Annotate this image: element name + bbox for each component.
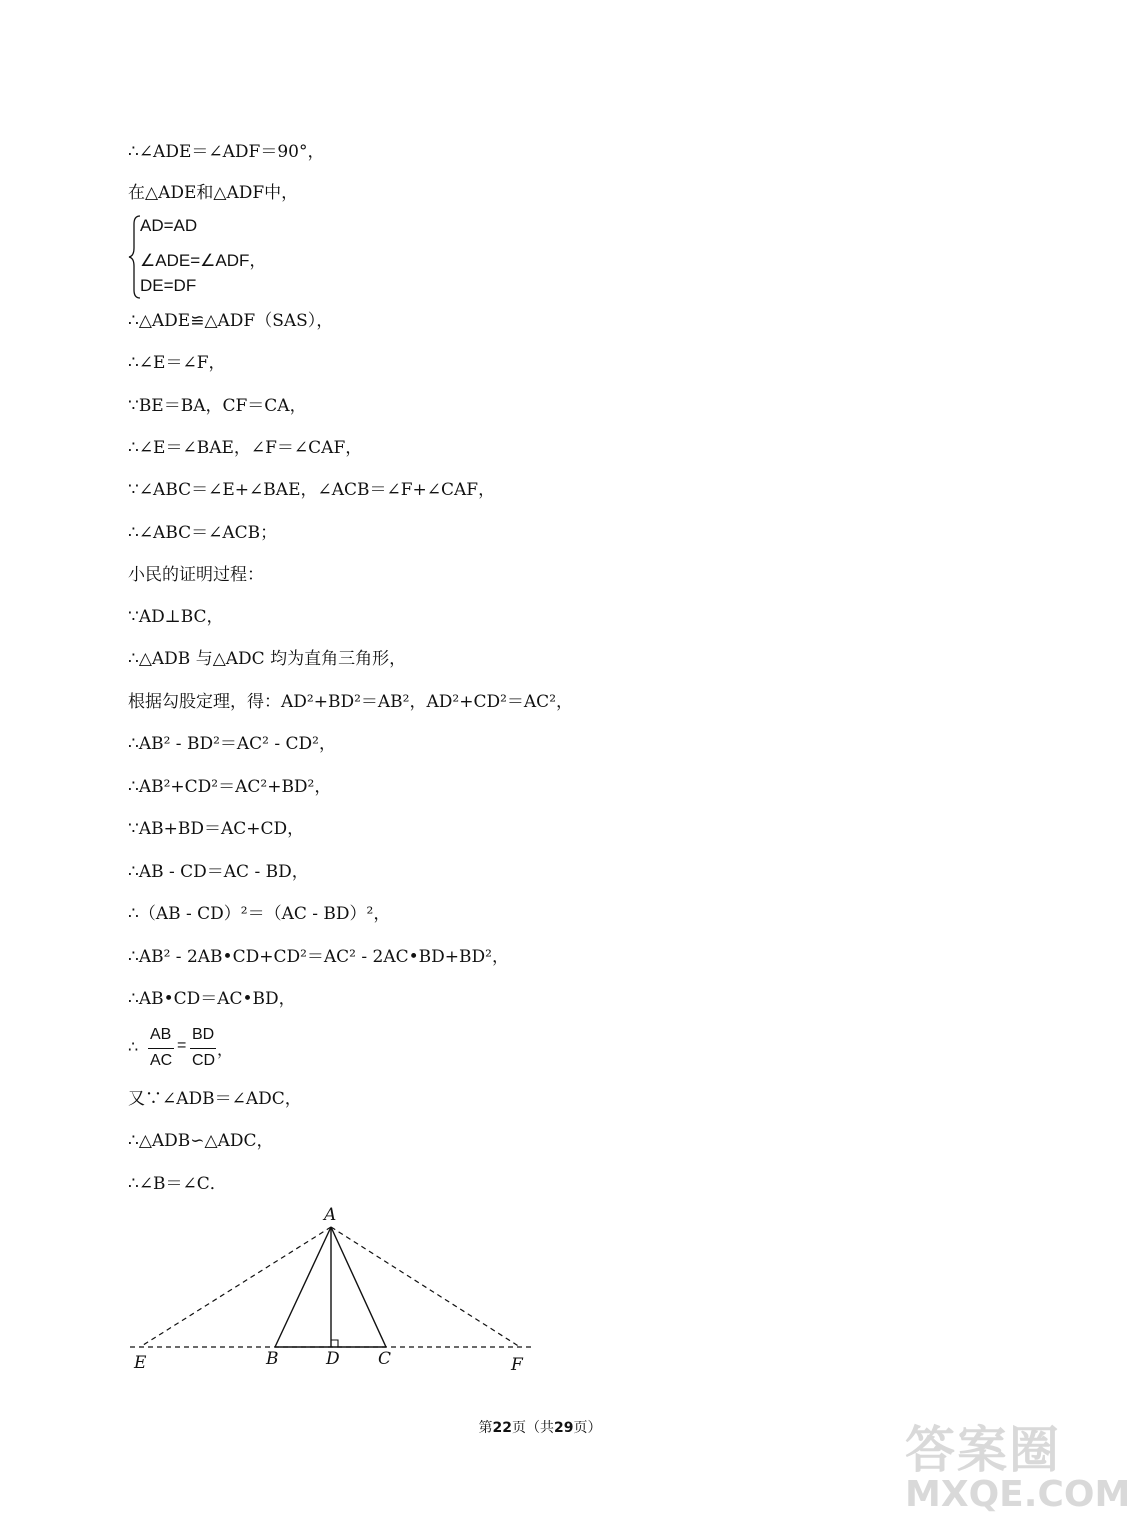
- label-f: F: [511, 1355, 523, 1375]
- line-be-ba: [128, 395, 307, 417]
- footer-mid: 页（共: [512, 1420, 554, 1436]
- line-right-triangles: [128, 648, 406, 670]
- line-in-triangles: [128, 182, 298, 204]
- line-similar: [128, 1130, 274, 1152]
- line-abc-acb: [128, 522, 277, 544]
- line-text: ∴△ADB∽△ADC，: [128, 1131, 274, 1151]
- fraction-bar-2: [190, 1048, 216, 1049]
- footer-page-number: 22: [492, 1420, 512, 1436]
- line-squared: [128, 903, 390, 925]
- fraction-num-2: BD: [192, 1026, 215, 1043]
- line-abc-sum: [128, 479, 495, 501]
- line-text: ∴AB•CD＝AC•BD，: [128, 989, 296, 1009]
- fraction-den-1: AC: [150, 1052, 173, 1069]
- fraction-num-1: AB: [150, 1026, 172, 1043]
- line-text: ∴△ADB 与△ADC 均为直角三角形，: [128, 649, 407, 669]
- label-a: A: [324, 1205, 337, 1225]
- system-eq-3: DE=DF: [140, 276, 197, 295]
- line-text: ∵AB+BD＝AC+CD，: [128, 819, 305, 839]
- line-text: ∴∠E＝∠BAE，∠F＝∠CAF，: [128, 438, 363, 458]
- footer-total-pages: 29: [554, 1420, 574, 1436]
- line-ad-perp-bc: [128, 606, 224, 628]
- equation-system: [128, 214, 328, 300]
- footer-post: 页）: [573, 1420, 602, 1436]
- watermark-text-1: 答案圈: [905, 1421, 1061, 1479]
- fraction-bar-1: [148, 1048, 174, 1049]
- line-text: ∴AB² - BD²＝AC² - CD²，: [128, 734, 336, 754]
- label-c: C: [378, 1349, 392, 1369]
- line-e-eq-f: [128, 352, 226, 374]
- line-e-bae: [128, 437, 362, 459]
- line-text: ∵BE＝BA，CF＝CA，: [128, 396, 307, 416]
- line-product: [128, 988, 296, 1010]
- right-angle-icon: [331, 1340, 338, 1347]
- footer-pre: 第: [478, 1420, 493, 1436]
- line-sum-squares: [128, 776, 331, 798]
- line-text: ∴AB - CD＝AC - BD，: [128, 862, 309, 882]
- line-angle-ade-adf-90: [128, 141, 324, 163]
- line-text: 又∵∠ADB＝∠ADC，: [128, 1089, 302, 1109]
- system-eq-1: AD=AD: [140, 216, 198, 235]
- line-b-eq-c: [128, 1173, 227, 1195]
- line-text: 在△ADE和△ADF中，: [128, 183, 299, 203]
- line-text: ∵∠ABC＝∠E+∠BAE，∠ACB＝∠F+∠CAF，: [128, 480, 496, 500]
- line-xiaomin-heading: [128, 564, 264, 586]
- segment-af: [331, 1227, 520, 1347]
- label-e: E: [134, 1353, 147, 1373]
- system-eq-2: ∠ADE=∠ADF，: [140, 251, 267, 270]
- fraction-equation: [128, 1024, 248, 1074]
- segment-ab: [275, 1227, 331, 1347]
- line-pythagoras: [128, 691, 573, 713]
- line-text: ∵AD⊥BC，: [128, 607, 224, 627]
- line-text: ∴AB² - 2AB•CD+CD²＝AC² - 2AC•BD+BD²，: [128, 947, 509, 967]
- line-text: ∴∠B＝∠C．: [128, 1174, 227, 1194]
- geometry-figure: [120, 1200, 560, 1390]
- line-ab-minus-cd: [128, 861, 309, 883]
- therefore-symbol: ∴: [128, 1037, 139, 1056]
- fraction-comma: ，: [217, 1042, 234, 1059]
- label-d: D: [326, 1349, 340, 1369]
- line-text: ∴△ADE≌△ADF（SAS），: [128, 311, 334, 331]
- line-congruent: [128, 310, 333, 332]
- watermark-text-2: MXQE.COM: [905, 1474, 1130, 1515]
- line-ab-bd: [128, 818, 304, 840]
- line-diff-squares: [128, 733, 336, 755]
- line-text: 根据勾股定理，得：AD²+BD²＝AB²，AD²+CD²＝AC²，: [128, 692, 574, 712]
- label-b: B: [266, 1349, 279, 1369]
- line-text: ∴∠E＝∠F，: [128, 353, 226, 373]
- line-text: ∴∠ABC＝∠ACB；: [128, 523, 278, 543]
- line-text: 小民的证明过程：: [128, 565, 264, 585]
- line-text: ∴∠ADE＝∠ADF＝90°，: [128, 142, 325, 162]
- watermark-logo: [905, 1410, 1130, 1522]
- fraction-equals: =: [177, 1037, 187, 1054]
- line-text: ∴（AB - CD）²＝（AC - BD）²，: [128, 904, 391, 924]
- fraction-den-2: CD: [192, 1052, 216, 1069]
- line-text: ∴AB²+CD²＝AC²+BD²，: [128, 777, 332, 797]
- line-expanded: [128, 946, 509, 968]
- segment-ac: [331, 1227, 386, 1347]
- line-adb-adc: [128, 1088, 302, 1110]
